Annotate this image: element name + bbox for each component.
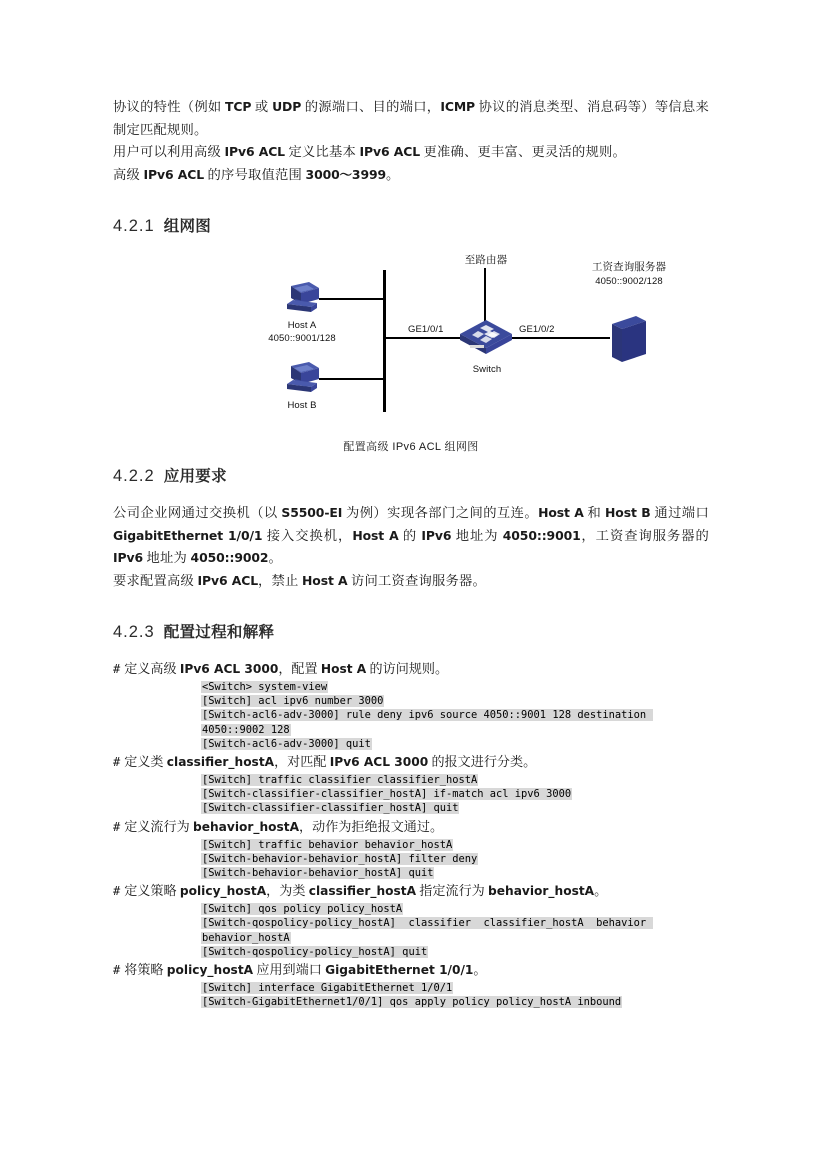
code-line-text: [Switch] traffic behavior behavior_hostA: [202, 838, 453, 851]
heading-title: 应用要求: [163, 468, 227, 485]
code-line-text: [Switch] acl ipv6 number 3000: [202, 695, 384, 708]
step-comment: [113, 658, 709, 680]
host-a-name-label: Host A: [287, 320, 317, 331]
requirement-paragraph-1: 公司企业网通过交换机（以 S5500-EI 为例）实现各部门之间的互连。Host A 和 Host B 通过端口 GigabitEthernet 1/0/1 接入交换机，Host A 的 IPv6 地址为 4050::9001，工资查询服务器的 IPv6 地址为 4050::9002。: [113, 505, 710, 565]
intro-paragraph-3: 高级 IPv6 ACL 的序号取值范围 3000～3999。: [113, 166, 400, 182]
switch-model-value: S5500-EI: [281, 505, 343, 520]
network-diagram-figure: [113, 252, 709, 453]
comment-text: ，动作为拒绝报文通过。: [299, 818, 444, 834]
comment-text: 定义策略: [124, 883, 180, 899]
host-b-link-line: [319, 378, 385, 380]
comment-code-term: behavior_hostA: [192, 819, 300, 834]
ipv6-acl-keyword: IPv6 ACL: [224, 144, 285, 159]
heading-title: 组网图: [163, 218, 212, 235]
ipv6-acl-keyword: IPv6 ACL: [197, 572, 258, 588]
comment-hash-marker: #: [113, 819, 121, 834]
bus-to-switch-line: [383, 337, 466, 339]
diagram-caption: 配置高级 IPv6 ACL 组网图: [343, 441, 479, 453]
code-line: [201, 852, 709, 866]
comment-hash-marker: #: [113, 963, 121, 978]
code-block: [113, 680, 709, 751]
comment-text: 的报文进行分类。: [428, 754, 537, 770]
comment-text: 将策略: [124, 962, 167, 978]
port-ge1-0-2-label: GE1/0/2: [519, 324, 555, 335]
requirement-paragraph-2: 要求配置高级 IPv6 ACL，禁止 Host A 访问工资查询服务器。: [113, 572, 486, 588]
comment-hash-marker: #: [113, 662, 121, 676]
comment-code-term: classifier_hostA: [166, 755, 275, 770]
bus-backbone-line: [383, 270, 386, 412]
code-line: [201, 680, 709, 694]
code-line: [201, 787, 709, 801]
code-line: [201, 737, 709, 751]
server-address-value: 4050::9002: [190, 550, 269, 565]
code-line-text: [Switch-classifier-classifier_hostA] quit: [202, 802, 459, 815]
udp-keyword: UDP: [272, 99, 302, 114]
heading-number: 4.2.1: [113, 217, 155, 235]
code-block: [113, 838, 709, 881]
code-block: [113, 773, 709, 816]
comment-text: ，为类: [266, 883, 309, 899]
code-line-text: [Switch-GigabitEthernet1/0/1] qos apply policy policy_hostA inbound: [202, 996, 622, 1009]
heading-number: 4.2.3: [113, 623, 155, 641]
ipv6-acl-keyword: IPv6 ACL: [143, 166, 205, 182]
host-a-computer-icon: [281, 280, 323, 314]
heading-title: 配置过程和解释: [163, 624, 275, 641]
comment-code-term: IPv6 ACL 3000: [179, 662, 279, 676]
step-comment: [113, 959, 709, 981]
switch-name-label: Switch: [472, 364, 502, 375]
code-line-text: <Switch> system-view: [202, 681, 328, 693]
code-line-text: [Switch-qospolicy-policy_hostA] quit: [202, 945, 428, 958]
code-line: [201, 773, 709, 787]
code-block: [113, 981, 709, 1009]
port-keyword: GigabitEthernet 1/0/1: [113, 527, 263, 543]
to-router-label: 至路由器: [464, 255, 508, 266]
code-line: [201, 708, 709, 736]
code-line-text: [Switch-behavior-behavior_hostA] quit: [202, 867, 434, 880]
step-comment: [113, 880, 709, 902]
comment-hash-marker: #: [113, 755, 121, 770]
code-line-text: [Switch] traffic classifier classifier_hostA: [202, 774, 478, 787]
server-name-label: 工资查询服务器: [591, 262, 667, 273]
heading-requirement: [113, 464, 709, 486]
comment-code-term: classifier_hostA: [308, 884, 417, 899]
heading-topology: [113, 214, 709, 236]
configuration-steps: [113, 658, 709, 1009]
host-b-keyword: Host B: [605, 505, 651, 520]
acl-range-value: 3000～3999: [305, 166, 387, 182]
host-b-name-label: Host B: [287, 400, 317, 411]
comment-text: 。: [594, 883, 608, 899]
host-a-keyword: Host A: [538, 505, 584, 520]
code-line: [201, 995, 709, 1009]
port-ge1-0-1-label: GE1/0/1: [408, 324, 444, 335]
server-address-label: 4050::9002/128: [595, 276, 663, 287]
document-content: [113, 96, 709, 1009]
switch-icon: [458, 318, 516, 362]
code-line: [201, 916, 709, 944]
intro-paragraph-1: 协议的特性（例如 TCP 或 UDP 的源端口、目的端口，ICMP 协议的消息类型、消息码等）等信息来制定匹配规则。: [113, 99, 709, 137]
comment-code-term: behavior_hostA: [488, 884, 595, 899]
comment-text: 。: [473, 962, 487, 978]
host-a-keyword: Host A: [352, 527, 399, 543]
comment-text: 定义高级: [124, 661, 180, 676]
code-line: [201, 866, 709, 880]
switch-to-server-line: [510, 337, 610, 339]
code-line: [201, 902, 709, 916]
host-a-keyword: Host A: [302, 572, 348, 588]
host-a-link-line: [319, 298, 385, 300]
code-line-text: [Switch] interface GigabitEthernet 1/0/1: [202, 982, 453, 995]
code-line: [201, 981, 709, 995]
host-b-computer-icon: [281, 360, 323, 394]
heading-configuration: [113, 620, 709, 642]
code-line-text: [Switch-behavior-behavior_hostA] filter deny: [202, 852, 478, 865]
comment-text: 定义流行为: [124, 818, 193, 834]
comment-code-term: policy_hostA: [179, 884, 267, 899]
comment-text: 指定流行为: [416, 883, 489, 899]
server-icon: [608, 312, 650, 368]
comment-code-term: IPv6 ACL 3000: [329, 755, 429, 770]
code-line-text: [Switch-qospolicy-policy_hostA] classifier classifier_hostA behavior behavior_hostA: [202, 917, 653, 944]
comment-text: 的访问规则。: [366, 661, 449, 676]
ipv6-keyword: IPv6: [113, 550, 143, 565]
host-a-address-value: 4050::9001: [502, 527, 581, 543]
comment-code-term: GigabitEthernet 1/0/1: [325, 963, 474, 978]
code-line-text: [Switch-classifier-classifier_hostA] if-match acl ipv6 3000: [202, 788, 572, 801]
code-block: [113, 902, 709, 959]
comment-text: 应用到端口: [253, 962, 326, 978]
comment-code-term: Host A: [320, 662, 367, 676]
tcp-keyword: TCP: [225, 99, 252, 114]
code-line-text: [Switch] qos policy policy_hostA: [202, 903, 403, 916]
code-line: [201, 801, 709, 815]
step-comment: [113, 816, 709, 838]
ipv6-acl-keyword: IPv6 ACL: [359, 144, 421, 159]
code-line: [201, 945, 709, 959]
comment-text: 定义类: [124, 754, 167, 770]
network-diagram: [263, 252, 683, 437]
code-line: [201, 838, 709, 852]
code-line-text: [Switch-acl6-adv-3000] rule deny ipv6 source 4050::9001 128 destination 4050::9002 128: [202, 709, 653, 736]
comment-text: ，对匹配: [274, 754, 330, 770]
icmp-keyword: ICMP: [440, 99, 476, 114]
comment-text: ，配置: [278, 661, 321, 676]
comment-hash-marker: #: [113, 884, 121, 899]
intro-paragraph-2: 用户可以利用高级 IPv6 ACL 定义比基本 IPv6 ACL 更准确、更丰富、更灵活的规则。: [113, 144, 626, 159]
comment-code-term: policy_hostA: [166, 963, 254, 978]
host-a-address-label: 4050::9001/128: [268, 333, 336, 344]
heading-number: 4.2.2: [113, 467, 155, 485]
code-line: [201, 694, 709, 708]
step-comment: [113, 751, 709, 773]
code-line-text: [Switch-acl6-adv-3000] quit: [202, 737, 371, 750]
ipv6-keyword: IPv6: [421, 527, 452, 543]
